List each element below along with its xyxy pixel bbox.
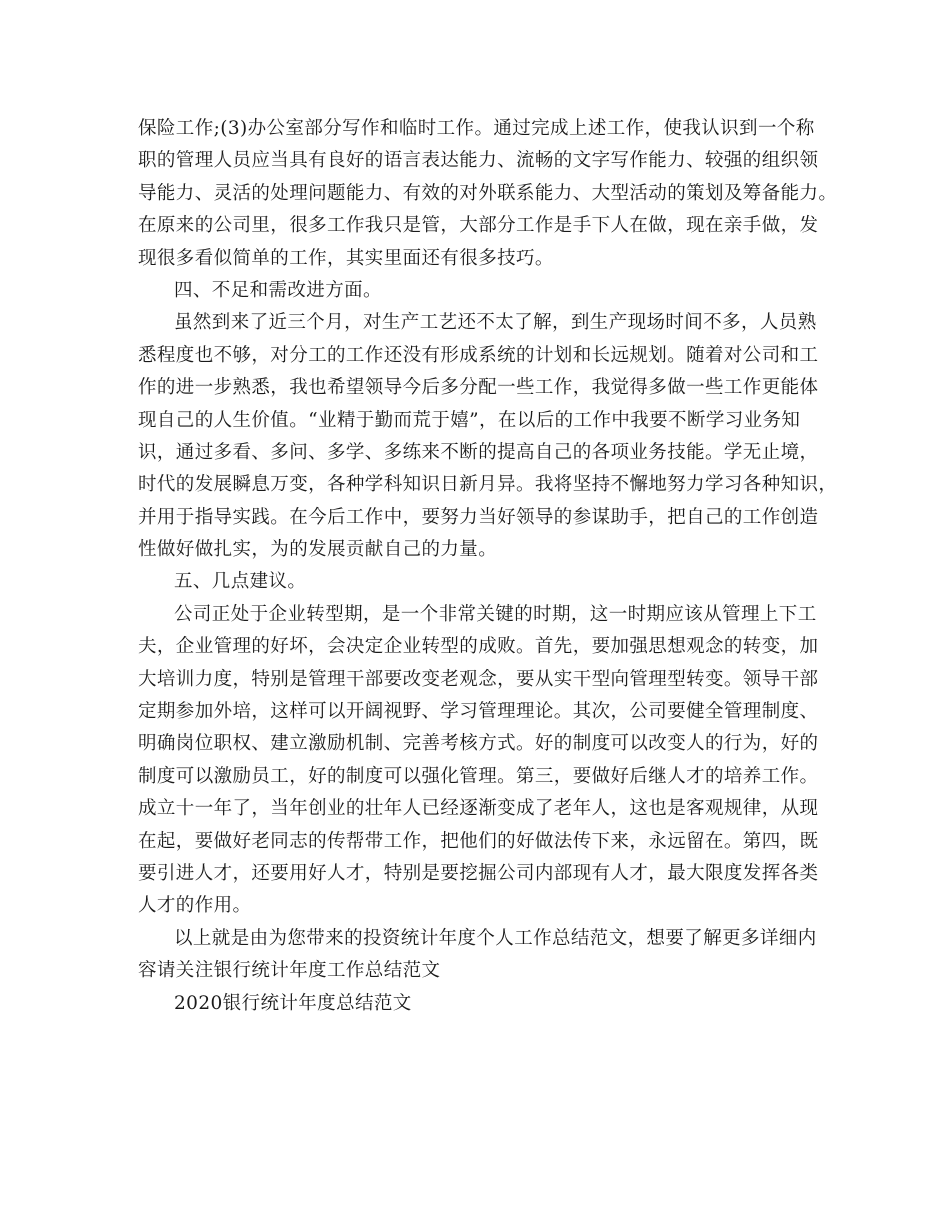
text-line-3: 导能力、灵活的处理问题能力、有效的对外联系能力、大型活动的策划及筹备能力。 [138, 182, 838, 204]
section-heading-5: 五、几点建议。 [174, 571, 307, 593]
text-line-26: 以上就是由为您带来的投资统计年度个人工作总结范文，想要了解更多详细内 [174, 927, 817, 949]
text-line-1: 保险工作;(3)办公室部分写作和临时工作。通过完成上述工作，使我认识到一个称 [138, 118, 815, 139]
text-line-27: 容请关注银行统计年度工作总结范文 [138, 960, 441, 982]
text-line-5: 现很多看似简单的工作，其实里面还有很多技巧。 [138, 247, 554, 269]
section-heading-4: 四、不足和需改进方面。 [174, 279, 382, 301]
related-title: 2020银行统计年度总结范文 [174, 992, 412, 1014]
text-line-16: 公司正处于企业转型期，是一个非常关键的时期，这一时期应该从管理上下工 [174, 603, 817, 625]
text-line-24: 要引进人才，还要用好人才，特别是要挖掘公司内部现有人才，最大限度发挥各类 [138, 862, 819, 884]
text-line-4: 在原来的公司里，很多工作我只是管，大部分工作是手下人在做，现在亲手做，发 [138, 215, 819, 237]
document-page [138, 113, 838, 1020]
text-line-19: 定期参加外培，这样可以开阔视野、学习管理理论。其次，公司要健全管理制度、 [138, 701, 819, 723]
text-line-13: 并用于指导实践。在今后工作中，要努力当好领导的参谋助手，把自己的工作创造 [138, 506, 819, 528]
text-line-21: 制度可以激励员工，好的制度可以强化管理。第三，要做好后继人才的培养工作。 [138, 765, 819, 787]
text-line-9: 作的进一步熟悉，我也希望领导今后多分配一些工作，我觉得多做一些工作更能体 [138, 377, 819, 399]
text-line-2: 职的管理人员应当具有良好的语言表达能力、流畅的文字写作能力、较强的组织领 [138, 150, 819, 172]
text-line-10: 现自己的人生价值。“业精于勤而荒于嬉”，在以后的工作中我要不断学习业务知 [138, 409, 801, 431]
text-line-25: 人才的作用。 [138, 895, 252, 917]
document-body [138, 113, 838, 1020]
text-line-18: 大培训力度，特别是管理干部要改变老观念，要从实干型向管理型转变。领导干部 [138, 668, 819, 690]
text-line-17: 夫，企业管理的好坏，会决定企业转型的成败。首先，要加强思想观念的转变，加 [138, 636, 819, 658]
text-line-11: 识，通过多看、多问、多学、多练来不断的提高自己的各项业务技能。学无止境， [138, 441, 819, 463]
text-line-22: 成立十一年了，当年创业的壮年人已经逐渐变成了老年人，这也是客观规律，从现 [138, 798, 819, 820]
text-line-7: 虽然到来了近三个月，对生产工艺还不太了解，到生产现场时间不多，人员熟 [174, 312, 817, 334]
text-line-8: 悉程度也不够，对分工的工作还没有形成系统的计划和长远规划。随着对公司和工 [138, 344, 819, 366]
text-line-14: 性做好做扎实，为的发展贡献自己的力量。 [138, 539, 498, 561]
text-line-23: 在起，要做好老同志的传帮带工作，把他们的好做法传下来，永远留在。第四，既 [138, 830, 819, 852]
text-line-20: 明确岗位职权、建立激励机制、完善考核方式。好的制度可以改变人的行为，好的 [138, 733, 819, 755]
text-line-12: 时代的发展瞬息万变，各种学科知识日新月异。我将坚持不懈地努力学习各种知识， [138, 474, 838, 496]
